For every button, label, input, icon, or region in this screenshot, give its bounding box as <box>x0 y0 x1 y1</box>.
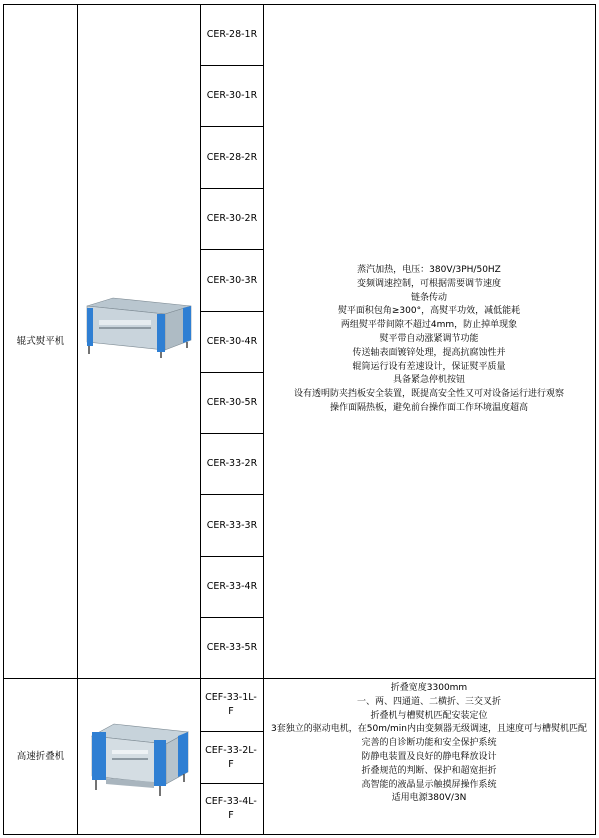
feature-line: 熨平带自动涨紧调节功能 <box>379 333 479 344</box>
roller-ironer-image <box>83 296 193 360</box>
model-cell: CER-33-4R <box>206 581 258 592</box>
section-divider <box>3 678 596 679</box>
feature-line: 折叠机与槽熨机匹配安装定位 <box>370 710 488 721</box>
feature-line: 折叠宽度3300mm <box>390 683 468 693</box>
feature-line: 蒸汽加热，电压：380V/3PH/50HZ <box>357 265 501 275</box>
model-cell: CER-30-3R <box>206 274 258 286</box>
table-border-top <box>3 4 596 5</box>
feature-line: 传送轴表面镀锌处理，提高抗腐蚀性并 <box>352 347 506 358</box>
feature-line: 3套独立的驱动电机，在50m/min内由变频器无级调速，且速度可与槽熨机匹配 <box>271 724 587 735</box>
feature-line: 熨平面积包角≥300°，高熨平功效，减低能耗 <box>337 306 521 317</box>
section-name: 高速折叠机 <box>16 750 65 762</box>
table-border-right <box>595 4 596 835</box>
column-divider <box>263 4 264 835</box>
folding-machine-image <box>88 718 192 798</box>
feature-line: 折叠规范的判断、保护和超宽拒折 <box>361 765 497 776</box>
feature-list <box>266 264 592 416</box>
model-cell: CER-30-5R <box>206 397 258 408</box>
table-border-bottom <box>3 834 596 835</box>
feature-line: 一、两、四通道、二横折、三交叉折 <box>356 696 501 707</box>
feature-line: 具备紧急停机按钮 <box>392 375 465 386</box>
model-cell: CER-33-5R <box>206 642 258 653</box>
feature-line: 防静电装置及良好的静电释放设计 <box>361 751 497 762</box>
model-cell: CEF-33-1L-F <box>205 692 257 717</box>
model-cell: CER-33-3R <box>206 519 258 531</box>
model-cell: CER-30-2R <box>206 213 258 224</box>
model-cell: CER-28-2R <box>206 151 258 163</box>
feature-line: 辊筒运行设有差速设计，保证熨平质量 <box>352 361 506 372</box>
feature-line: 适用电源380V/3N <box>391 793 467 804</box>
model-cell: CER-30-4R <box>206 336 258 347</box>
feature-line: 设有透明防夹挡板安全装置，既提高安全性又可对设备运行进行观察 <box>293 389 564 400</box>
feature-list <box>266 682 592 806</box>
feature-line: 操作面隔热板，避免前台操作面工作环境温度超高 <box>329 402 528 413</box>
model-cell: CEF-33-2L-F <box>205 744 257 770</box>
model-cell: CER-33-2R <box>206 458 258 469</box>
model-cell: CER-30-1R <box>206 90 258 101</box>
feature-line: 完善的自诊断功能和安全保护系统 <box>361 738 497 749</box>
model-cell: CER-28-1R <box>206 29 258 40</box>
feature-line: 高智能的液晶显示触摸屏操作系统 <box>361 779 497 790</box>
feature-line: 两组熨平带间隙不超过4mm，防止掉单现象 <box>340 320 518 331</box>
column-divider <box>77 4 78 835</box>
section-name: 辊式熨平机 <box>16 335 65 347</box>
feature-line: 变频调速控制，可根据需要调节速度 <box>356 278 501 289</box>
model-cell: CEF-33-4L-F <box>205 796 257 821</box>
feature-line: 链条传动 <box>410 292 447 303</box>
